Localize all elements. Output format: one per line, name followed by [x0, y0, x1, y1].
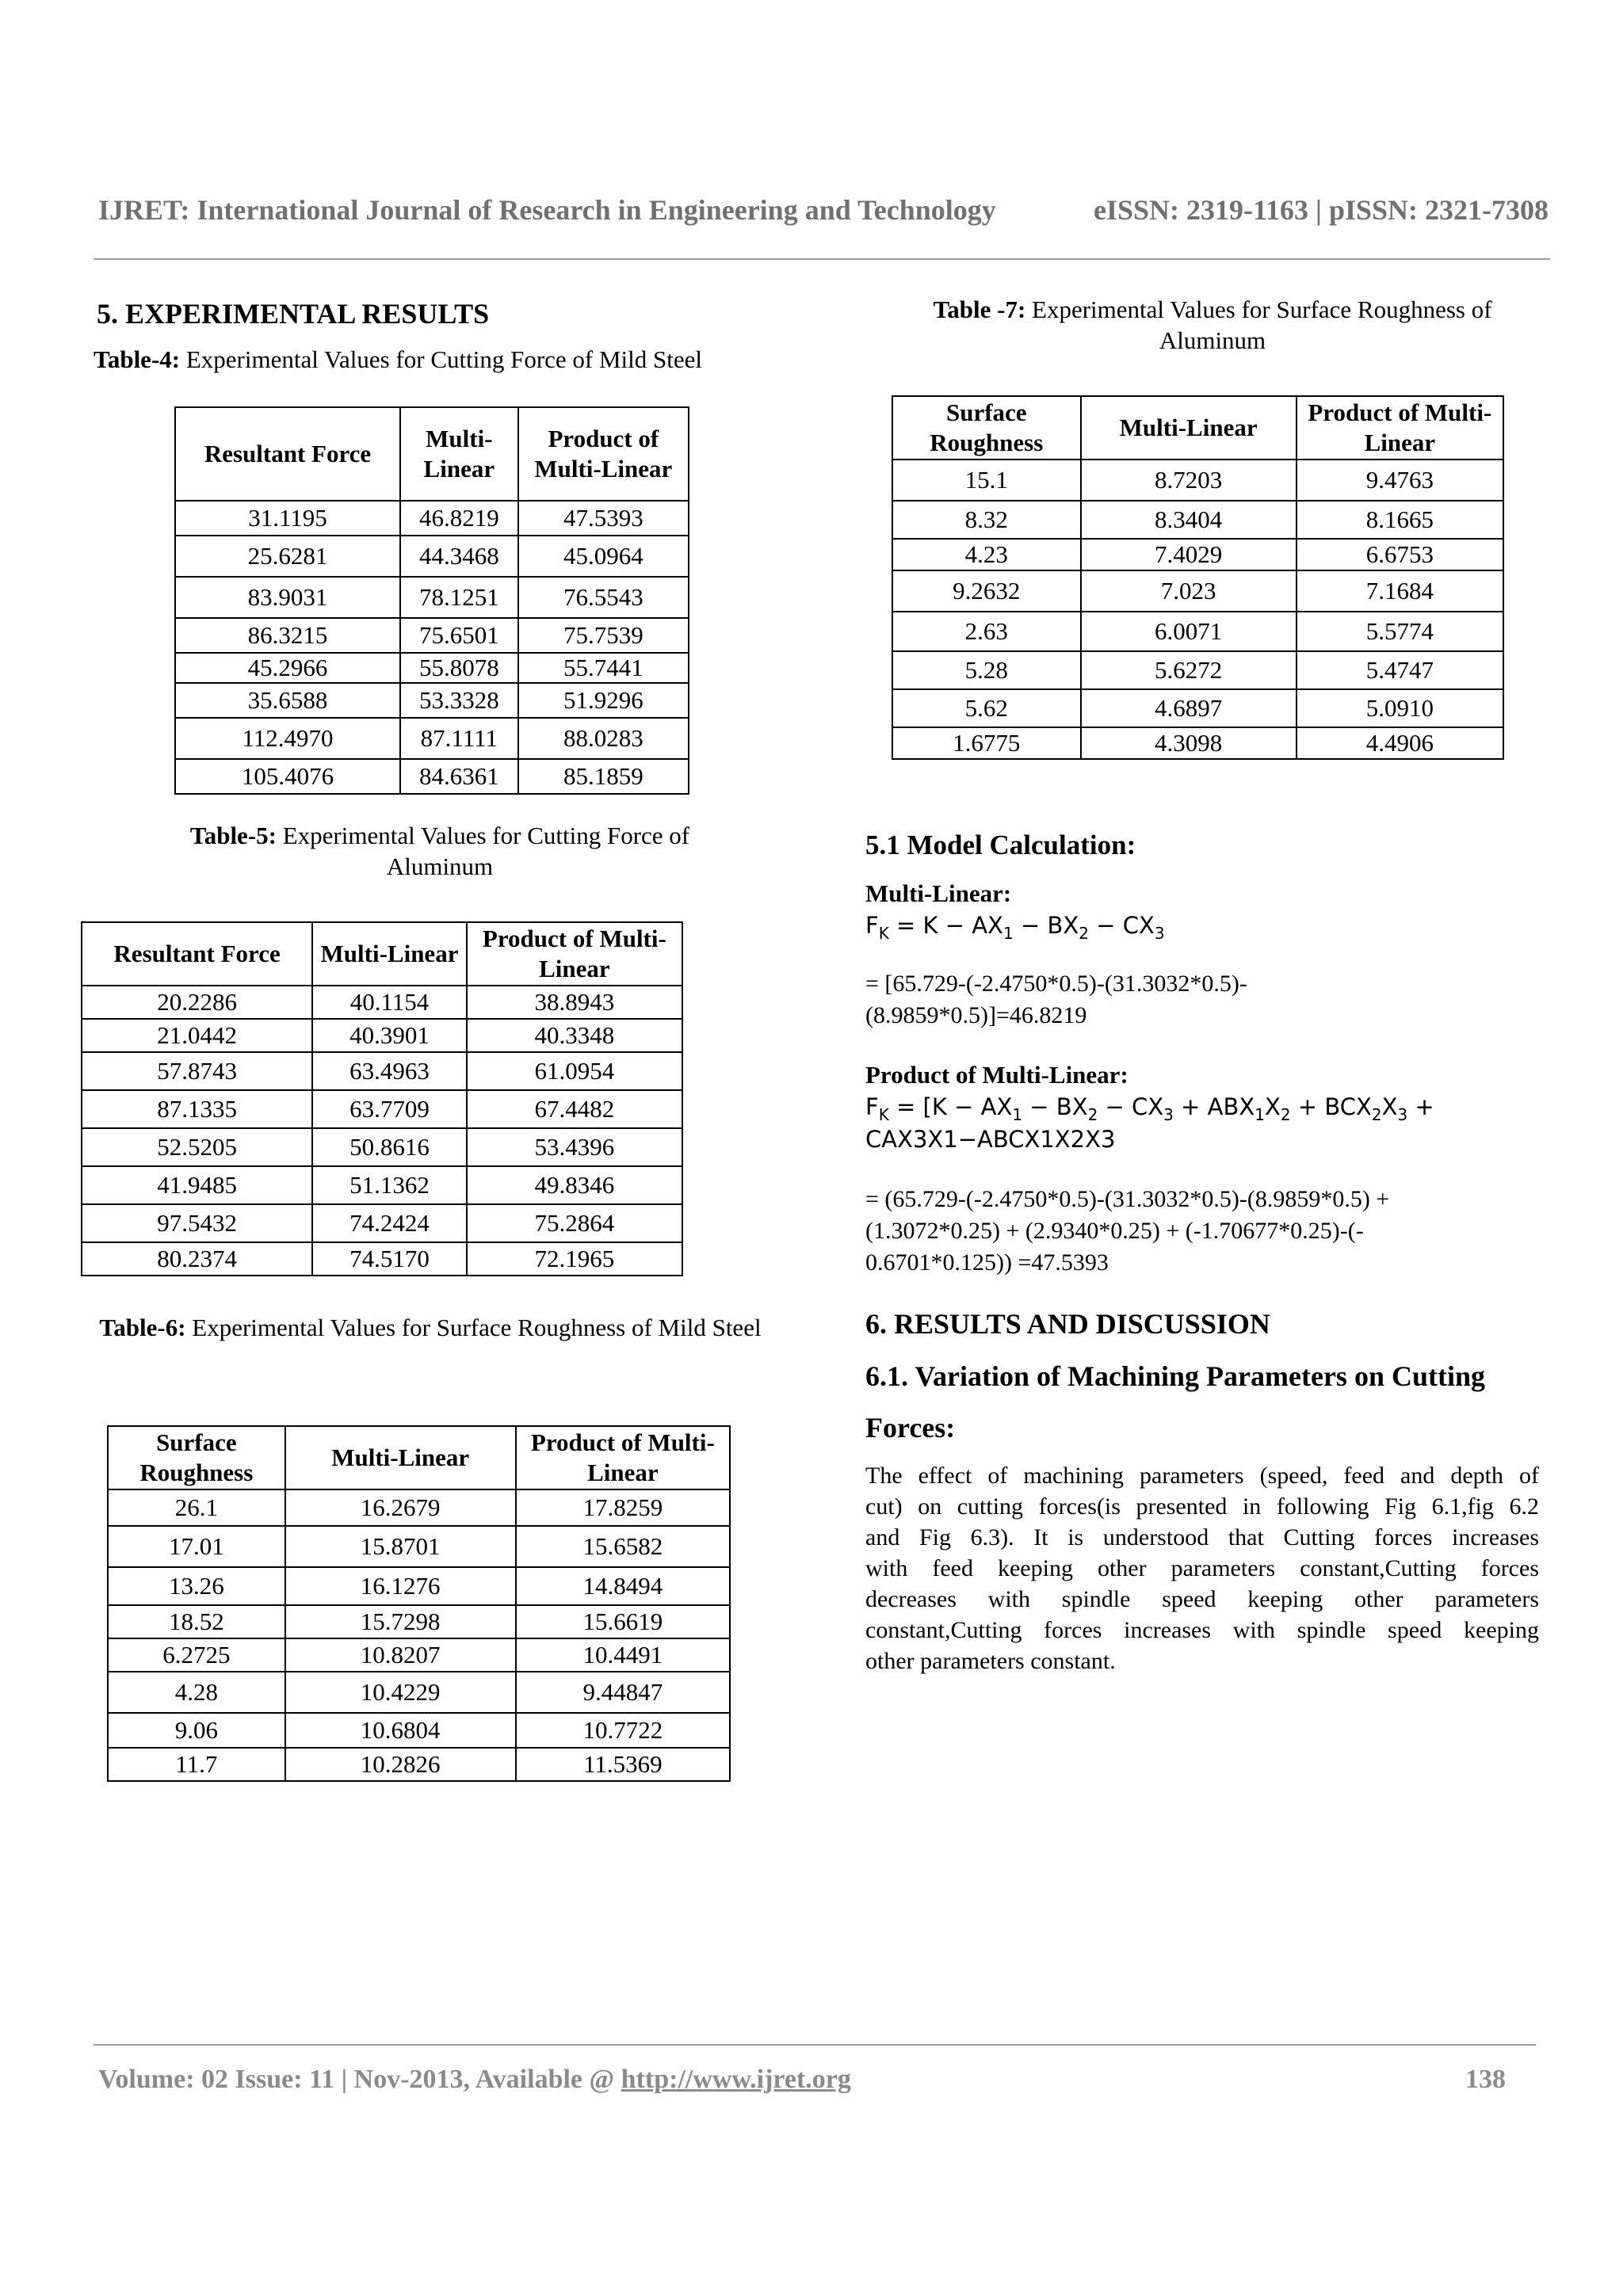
running-header — [98, 193, 1549, 227]
table-row — [892, 612, 1503, 651]
multi-linear-formula — [865, 912, 1165, 943]
table-cell: 11.5369 — [516, 1748, 730, 1781]
product-calc-line: 0.6701*0.125)) =47.5393 — [865, 1249, 1109, 1276]
table-5 — [81, 921, 683, 1276]
table-cell: 7.023 — [1081, 570, 1296, 612]
table-cell: 67.4482 — [467, 1090, 682, 1128]
table-row — [892, 689, 1503, 727]
table-cell: 74.5170 — [312, 1242, 467, 1276]
table-cell: 40.3348 — [467, 1019, 682, 1052]
paragraph-line: other parameters constant. — [865, 1648, 1116, 1674]
table-cell: 17.01 — [108, 1526, 285, 1567]
formula-text: $F_K = K - AX_1 - BX_2 - CX_3$ — [865, 912, 1165, 943]
table-cell: 55.8078 — [400, 653, 518, 683]
table-6-caption-text: Experimental Values for Surface Roughness of Mild Steel — [185, 1314, 762, 1341]
col-header: Multi-Linear — [1081, 396, 1296, 460]
table-cell: 8.7203 — [1081, 460, 1296, 501]
product-multi-linear-formula-cont: CAX3X1−ABCX1X2X3 — [865, 1126, 1116, 1153]
table-cell: 63.4963 — [312, 1052, 467, 1090]
col-header: Multi-Linear — [312, 922, 467, 986]
table-cell: 10.8207 — [285, 1638, 516, 1672]
table-cell: 51.1362 — [312, 1166, 467, 1204]
table-row — [175, 577, 689, 618]
table-cell: 97.5432 — [82, 1204, 312, 1242]
table-row — [892, 727, 1503, 759]
table-cell: 53.4396 — [467, 1128, 682, 1166]
col-header: Multi-Linear — [285, 1426, 516, 1489]
table-cell: 15.1 — [892, 460, 1081, 501]
table-cell: 78.1251 — [400, 577, 518, 618]
table-row — [108, 1489, 730, 1526]
table-cell: 9.06 — [108, 1713, 285, 1748]
product-calc-line: = (65.729-(-2.4750*0.5)-(31.3032*0.5)-(8.9859*0.5) + — [865, 1186, 1390, 1212]
table-cell: 76.5543 — [518, 577, 689, 618]
table-cell: 4.23 — [892, 539, 1081, 570]
table-row — [108, 1526, 730, 1567]
table-cell: 75.7539 — [518, 618, 689, 653]
table-5-label: Table-5: — [189, 822, 277, 849]
table-row — [82, 1166, 682, 1204]
table-cell: 9.4763 — [1296, 460, 1503, 501]
col-header: Product of Multi-Linear — [1296, 396, 1503, 460]
table-row — [892, 501, 1503, 539]
product-calc-line: (1.3072*0.25) + (2.9340*0.25) + (-1.70677*0.25)-(- — [865, 1218, 1364, 1244]
table-cell: 35.6588 — [175, 683, 400, 718]
table-7-caption-text: Experimental Values for Surface Roughness of Aluminum — [1025, 296, 1492, 354]
table-cell: 55.7441 — [518, 653, 689, 683]
table-cell: 6.2725 — [108, 1638, 285, 1672]
paragraph-line: The effect of machining parameters (speed, feed and depth of — [865, 1463, 1539, 1489]
table-cell: 1.6775 — [892, 727, 1081, 759]
table-cell: 26.1 — [108, 1489, 285, 1526]
product-multi-linear-formula — [865, 1093, 1434, 1124]
table-row — [82, 1090, 682, 1128]
table-cell: 8.3404 — [1081, 501, 1296, 539]
col-header: Multi-Linear — [400, 407, 518, 501]
table-cell: 75.2864 — [467, 1204, 682, 1242]
table-row — [82, 1242, 682, 1276]
table-cell: 40.3901 — [312, 1019, 467, 1052]
table-cell: 51.9296 — [518, 683, 689, 718]
table-cell: 5.0910 — [1296, 689, 1503, 727]
page-number: 138 — [1465, 2065, 1506, 2094]
table-cell: 5.62 — [892, 689, 1081, 727]
table-row — [892, 651, 1503, 689]
table-cell: 13.26 — [108, 1567, 285, 1605]
table-row — [175, 718, 689, 759]
col-header: Product of Multi-Linear — [516, 1426, 730, 1489]
table-6-caption — [94, 1312, 767, 1343]
table-cell: 10.2826 — [285, 1748, 516, 1781]
footer-rule — [94, 2044, 1536, 2046]
table-cell: 14.8494 — [516, 1567, 730, 1605]
table-row — [175, 653, 689, 683]
table-row — [108, 1748, 730, 1781]
table-row — [892, 460, 1503, 501]
table-cell: 45.2966 — [175, 653, 400, 683]
table-cell: 10.7722 — [516, 1713, 730, 1748]
table-cell: 25.6281 — [175, 536, 400, 577]
table-cell: 83.9031 — [175, 577, 400, 618]
table-row — [82, 986, 682, 1019]
table-header-row — [892, 396, 1503, 460]
table-cell: 4.28 — [108, 1672, 285, 1713]
paragraph-line: cut) on cutting forces(is presented in following Fig 6.1,fig 6.2 — [865, 1493, 1539, 1520]
table-row — [82, 1128, 682, 1166]
table-cell: 5.6272 — [1081, 651, 1296, 689]
table-row — [82, 1052, 682, 1090]
table-cell: 15.8701 — [285, 1526, 516, 1567]
table-cell: 6.0071 — [1081, 612, 1296, 651]
table-cell: 17.8259 — [516, 1489, 730, 1526]
table-cell: 45.0964 — [518, 536, 689, 577]
table-4-caption-text: Experimental Values for Cutting Force of Mild Steel — [180, 345, 703, 373]
multi-linear-calc-line: = [65.729-(-2.4750*0.5)-(31.3032*0.5)- — [865, 971, 1247, 997]
table-cell: 15.6582 — [516, 1526, 730, 1567]
table-cell: 57.8743 — [82, 1052, 312, 1090]
table-cell: 11.7 — [108, 1748, 285, 1781]
table-5-caption-text: Experimental Values for Cutting Force of Aluminum — [276, 822, 690, 880]
table-row — [108, 1713, 730, 1748]
table-cell: 80.2374 — [82, 1242, 312, 1276]
table-cell: 16.1276 — [285, 1567, 516, 1605]
table-header-row — [82, 922, 682, 986]
paragraph-line: constant,Cutting forces increases with spindle speed keeping — [865, 1617, 1539, 1643]
table-row — [82, 1019, 682, 1052]
footer-volume-text: Volume: 02 Issue: 11 | Nov-2013, Available @ — [98, 2065, 621, 2094]
journal-link[interactable]: http://www.ijret.org — [621, 2065, 851, 2094]
running-footer — [98, 2065, 1525, 2095]
table-cell: 85.1859 — [518, 759, 689, 794]
table-cell: 44.3468 — [400, 536, 518, 577]
table-cell: 46.8219 — [400, 501, 518, 536]
table-cell: 105.4076 — [175, 759, 400, 794]
table-cell: 9.2632 — [892, 570, 1081, 612]
col-header: Resultant Force — [82, 922, 312, 986]
section-6-1-title-cont: Forces: — [865, 1412, 956, 1444]
table-cell: 7.1684 — [1296, 570, 1503, 612]
table-row — [175, 536, 689, 577]
col-header: Product of Multi-Linear — [467, 922, 682, 986]
table-cell: 38.8943 — [467, 986, 682, 1019]
table-cell: 52.5205 — [82, 1128, 312, 1166]
table-cell: 61.0954 — [467, 1052, 682, 1090]
table-header-row — [108, 1426, 730, 1489]
table-cell: 87.1335 — [82, 1090, 312, 1128]
table-cell: 5.5774 — [1296, 612, 1503, 651]
table-cell: 16.2679 — [285, 1489, 516, 1526]
header-rule — [94, 258, 1550, 260]
table-row — [82, 1204, 682, 1242]
table-cell: 47.5393 — [518, 501, 689, 536]
table-header-row — [175, 407, 689, 501]
table-cell: 15.6619 — [516, 1605, 730, 1638]
table-cell: 88.0283 — [518, 718, 689, 759]
table-cell: 2.63 — [892, 612, 1081, 651]
table-cell: 7.4029 — [1081, 539, 1296, 570]
table-cell: 50.8616 — [312, 1128, 467, 1166]
paragraph-line: with feed keeping other parameters constant,Cutting forces — [865, 1555, 1539, 1581]
section-5-title: 5. EXPERIMENTAL RESULTS — [97, 298, 490, 330]
table-cell: 41.9485 — [82, 1166, 312, 1204]
table-4-caption — [94, 344, 767, 375]
table-cell: 5.4747 — [1296, 651, 1503, 689]
table-cell: 84.6361 — [400, 759, 518, 794]
table-6-label: Table-6: — [99, 1314, 186, 1341]
table-row — [175, 683, 689, 718]
table-row — [108, 1605, 730, 1638]
table-cell: 6.6753 — [1296, 539, 1503, 570]
table-7-caption — [880, 294, 1545, 356]
formula-text: $F_K = [K - AX_1 - BX_2 - CX_3 + ABX_1X_2 + BCX_2X_3$ + — [865, 1093, 1434, 1124]
table-row — [108, 1567, 730, 1605]
table-cell: 112.4970 — [175, 718, 400, 759]
table-cell: 21.0442 — [82, 1019, 312, 1052]
table-cell: 86.3215 — [175, 618, 400, 653]
model-calculation-title: 5.1 Model Calculation: — [865, 830, 1136, 860]
col-header: Surface Roughness — [108, 1426, 285, 1489]
table-row — [892, 539, 1503, 570]
table-row — [108, 1672, 730, 1713]
table-cell: 18.52 — [108, 1605, 285, 1638]
issn-info: eISSN: 2319-1163 | pISSN: 2321-7308 — [1094, 194, 1549, 226]
table-cell: 49.8346 — [467, 1166, 682, 1204]
section-6-1-title: 6.1. Variation of Machining Parameters on Cutting — [865, 1360, 1485, 1392]
table-row — [108, 1638, 730, 1672]
paragraph-line: and Fig 6.3). It is understood that Cutting forces increases — [865, 1524, 1539, 1550]
section-6-title: 6. RESULTS AND DISCUSSION — [865, 1308, 1270, 1340]
table-cell: 72.1965 — [467, 1242, 682, 1276]
multi-linear-label: Multi-Linear: — [865, 879, 1012, 907]
table-cell: 63.7709 — [312, 1090, 467, 1128]
multi-linear-calc-line: (8.9859*0.5)]=46.8219 — [865, 1002, 1087, 1028]
table-6 — [107, 1425, 731, 1782]
table-cell: 40.1154 — [312, 986, 467, 1019]
table-cell: 53.3328 — [400, 683, 518, 718]
table-cell: 87.1111 — [400, 718, 518, 759]
col-header: Surface Roughness — [892, 396, 1081, 460]
table-cell: 4.3098 — [1081, 727, 1296, 759]
col-header: Resultant Force — [175, 407, 400, 501]
table-cell: 31.1195 — [175, 501, 400, 536]
product-multi-linear-label: Product of Multi-Linear: — [865, 1061, 1128, 1089]
table-4-label: Table-4: — [94, 345, 181, 373]
table-cell: 75.6501 — [400, 618, 518, 653]
journal-name: IJRET: International Journal of Research in Engineering and Technology — [98, 194, 996, 226]
table-7-label: Table -7: — [933, 296, 1026, 323]
table-4 — [174, 406, 689, 795]
table-cell: 8.1665 — [1296, 501, 1503, 539]
table-cell: 15.7298 — [285, 1605, 516, 1638]
table-cell: 74.2424 — [312, 1204, 467, 1242]
table-cell: 10.4229 — [285, 1672, 516, 1713]
table-cell: 4.4906 — [1296, 727, 1503, 759]
results-paragraph — [865, 1460, 1539, 1676]
paragraph-line: decreases with spindle speed keeping other parameters — [865, 1586, 1539, 1612]
table-cell: 20.2286 — [82, 986, 312, 1019]
table-row — [175, 618, 689, 653]
col-header: Product of Multi-Linear — [518, 407, 689, 501]
table-cell: 10.6804 — [285, 1713, 516, 1748]
table-cell: 5.28 — [892, 651, 1081, 689]
table-row — [175, 501, 689, 536]
table-cell: 4.6897 — [1081, 689, 1296, 727]
table-cell: 10.4491 — [516, 1638, 730, 1672]
table-row — [175, 759, 689, 794]
table-cell: 9.44847 — [516, 1672, 730, 1713]
table-5-caption — [143, 820, 737, 882]
table-7 — [892, 395, 1504, 760]
table-cell: 8.32 — [892, 501, 1081, 539]
table-row — [892, 570, 1503, 612]
